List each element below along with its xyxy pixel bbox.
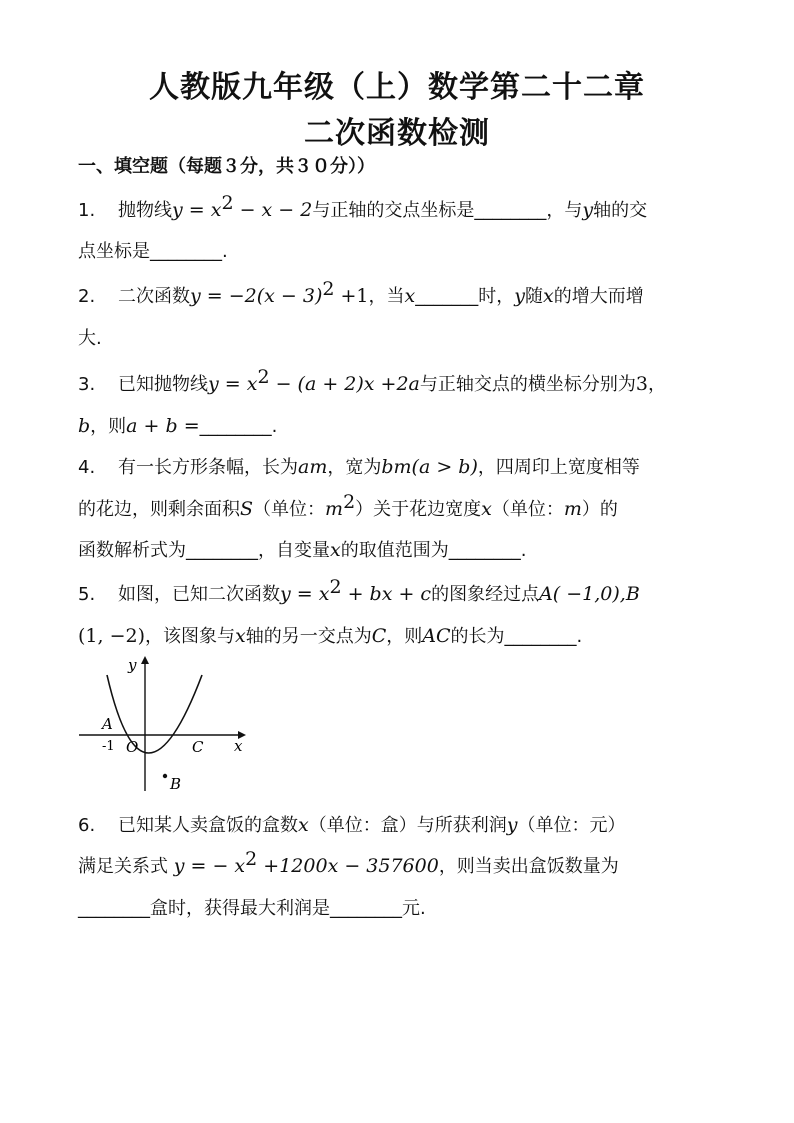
answer-blank: ________	[504, 626, 577, 647]
question-3-line-1: 3. 已知抛物线$y = x^2 - (a + 2)x +2a$与正轴交点的横坐标分别为3，	[78, 366, 666, 395]
question-6-line-3: ________盒时，获得最大利润是________元.	[78, 898, 426, 919]
question-3-line-2: b，则a + b =________.	[78, 415, 278, 437]
question-5-line-1: 5. 如图，已知二次函数$y = x^2$ + bx + c的图象经过点A( −1,0),B	[78, 576, 640, 605]
label-o: O	[126, 738, 139, 756]
question-5-line-2: (1, −2)，该图象与x轴的另一交点为C，则AC的长为________.	[78, 625, 583, 647]
question-1-line-1: 1. 抛物线$y = x^2 - x - 2$与正轴的交点坐标是________，与y轴的交	[78, 192, 648, 221]
parabola-figure	[74, 653, 254, 793]
label-b: B	[170, 775, 182, 793]
question-4-line-1: 4. 有一长方形条幅，长为am，宽为bm(a > b)，四周印上宽度相等	[78, 456, 640, 478]
parabola-curve	[107, 675, 202, 753]
question-2-line-2: 大.	[78, 328, 102, 349]
question-6-line-2: 满足关系式 y = − $x^2 +1200x - 357600$，则当卖出盒饭数量为	[78, 848, 619, 877]
label-c: C	[192, 738, 204, 756]
label-neg1: -1	[102, 739, 115, 754]
question-6-line-1: 6. 已知某人卖盒饭的盒数x（单位：盒）与所获利润y（单位：元）	[78, 814, 626, 836]
answer-blank: ________	[199, 416, 272, 437]
answer-blank: _______	[415, 286, 479, 307]
page-subtitle: 二次函数检测	[304, 116, 490, 151]
section-heading: 一、填空题（每题３分，共３０分））	[78, 156, 375, 177]
label-x: x	[234, 737, 243, 755]
question-4-line-3: 函数解析式为________，自变量x的取值范围为________.	[78, 539, 527, 561]
answer-blank: ________	[150, 241, 222, 262]
question-1-line-2: 点坐标是________.	[78, 241, 228, 262]
y-axis-arrow	[141, 656, 149, 664]
point-b-marker	[163, 774, 167, 778]
answer-blank: ________	[474, 200, 547, 221]
answer-blank: ________	[330, 898, 402, 919]
answer-blank: ________	[186, 540, 258, 561]
answer-blank: ________	[78, 898, 150, 919]
label-y: y	[128, 656, 137, 674]
page-title: 人教版九年级（上）数学第二十二章	[149, 70, 645, 105]
question-2-line-1: 2. 二次函数$y = -2(x - 3)^2 +1$，当x_______时，y随x的增大而增	[78, 278, 644, 307]
question-4-line-2: 的花边，则剩余面积S（单位：$m^2$）关于花边宽度x（单位：m）的	[78, 491, 618, 520]
answer-blank: ________	[448, 540, 521, 561]
label-a: A	[102, 715, 113, 733]
